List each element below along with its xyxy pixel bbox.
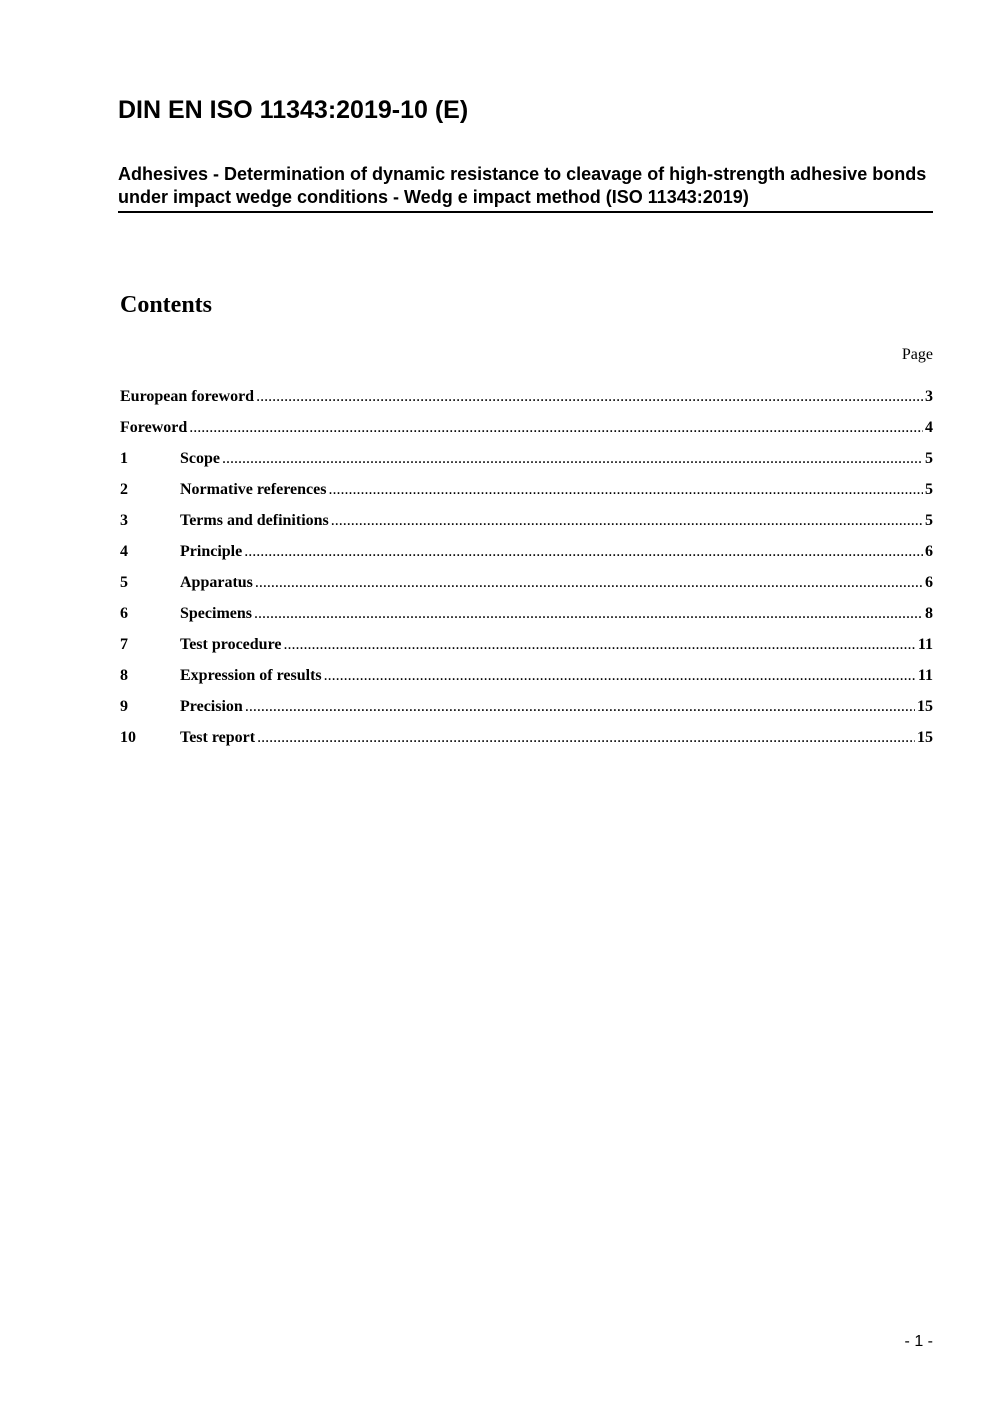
toc-entry-title: Foreword <box>120 419 188 436</box>
document-title: Adhesives - Determination of dynamic resistance to cleavage of high-strength adhesive bonds under impact wedge conditions - Wedg e impact method (ISO 11343:2019) <box>118 163 933 213</box>
toc-entry-number: 9 <box>120 698 128 715</box>
toc-entry-page: 5 <box>925 512 933 529</box>
contents-heading: Contents <box>120 292 213 318</box>
toc-entry-number: 10 <box>120 729 136 746</box>
toc-entry-page: 4 <box>925 419 933 436</box>
toc-entry-title: Expression of results <box>180 667 322 684</box>
toc-entry-title: Precision <box>180 698 243 715</box>
toc-dot-leader <box>255 572 923 594</box>
toc-dot-leader <box>256 386 923 408</box>
toc-entry-european-foreword[interactable] <box>120 386 933 417</box>
toc-entry-title: Scope <box>180 450 220 467</box>
toc-entry-number: 1 <box>120 450 128 467</box>
toc-entry-title: Apparatus <box>180 574 253 591</box>
toc-entry-title: Normative references <box>180 481 327 498</box>
toc-entry-page: 15 <box>917 729 933 746</box>
page-number: - 1 - <box>904 1333 933 1350</box>
toc-entry-page: 8 <box>925 605 933 622</box>
toc-dot-leader <box>244 541 923 563</box>
toc-dot-leader <box>257 727 915 749</box>
toc-entry-precision[interactable] <box>120 696 933 727</box>
toc-entry-number: 3 <box>120 512 128 529</box>
toc-entry-page: 6 <box>925 574 933 591</box>
toc-dot-leader <box>254 603 923 625</box>
toc-entry-title: Specimens <box>180 605 252 622</box>
toc-dot-leader <box>245 696 915 718</box>
toc-entry-number: 2 <box>120 481 128 498</box>
document-id: DIN EN ISO 11343:2019-10 (E) <box>118 96 469 124</box>
toc-dot-leader <box>189 417 923 439</box>
toc-entry-page: 15 <box>917 698 933 715</box>
toc-entry-number: 4 <box>120 543 128 560</box>
toc-entry-test-procedure[interactable] <box>120 634 933 665</box>
toc-entry-foreword[interactable] <box>120 417 933 448</box>
toc-entry-page: 5 <box>925 481 933 498</box>
toc-dot-leader <box>283 634 915 656</box>
toc-entry-terms-and-definitions[interactable] <box>120 510 933 541</box>
toc-entry-number: 7 <box>120 636 128 653</box>
toc-dot-leader <box>328 479 923 501</box>
toc-entry-number: 6 <box>120 605 128 622</box>
toc-entry-page: 5 <box>925 450 933 467</box>
toc-entry-normative-references[interactable] <box>120 479 933 510</box>
table-of-contents <box>120 386 933 758</box>
toc-dot-leader <box>222 448 923 470</box>
toc-entry-test-report[interactable] <box>120 727 933 758</box>
toc-entry-scope[interactable] <box>120 448 933 479</box>
toc-entry-title: European foreword <box>120 388 255 405</box>
toc-entry-title: Test report <box>180 729 256 746</box>
toc-entry-title: Terms and definitions <box>180 512 329 529</box>
toc-entry-specimens[interactable] <box>120 603 933 634</box>
toc-entry-number: 8 <box>120 667 128 684</box>
toc-entry-expression-of-results[interactable] <box>120 665 933 696</box>
page-column-label: Page <box>901 346 933 363</box>
toc-entry-number: 5 <box>120 574 128 591</box>
toc-entry-page: 11 <box>917 667 933 684</box>
toc-entry-title: Principle <box>180 543 243 560</box>
toc-entry-principle[interactable] <box>120 541 933 572</box>
toc-entry-title: Test procedure <box>180 636 282 653</box>
toc-entry-apparatus[interactable] <box>120 572 933 603</box>
toc-dot-leader <box>324 665 916 687</box>
toc-entry-page: 11 <box>917 636 933 653</box>
toc-dot-leader <box>331 510 923 532</box>
toc-entry-page: 6 <box>925 543 933 560</box>
toc-entry-page: 3 <box>925 388 933 405</box>
